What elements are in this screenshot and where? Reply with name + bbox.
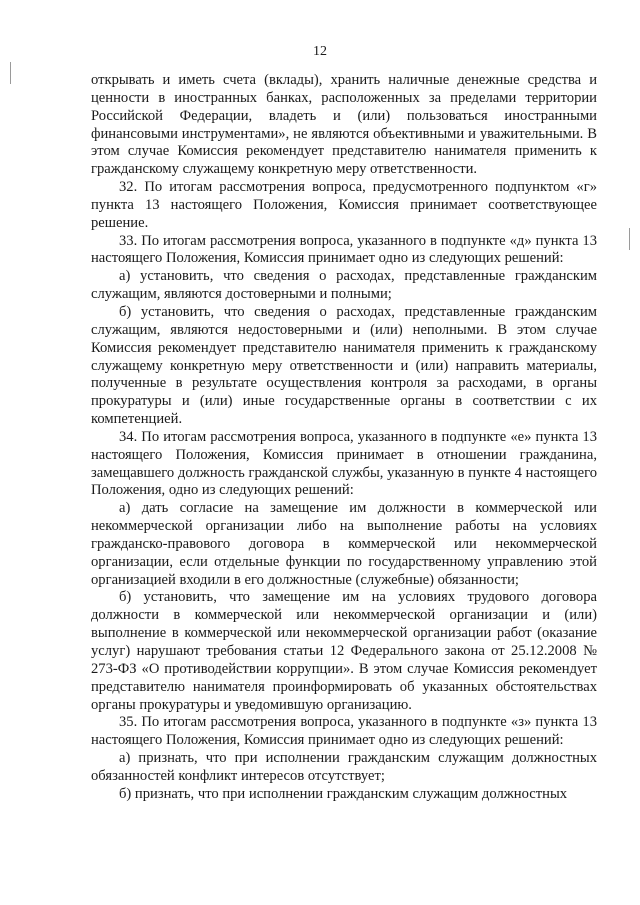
scan-mark-left xyxy=(10,62,11,84)
paragraph-35b: б) признать, что при исполнении гражданским служащим должностных xyxy=(119,785,568,802)
document-body xyxy=(91,72,597,804)
paragraph-34: 34. По итогам рассмотрения вопроса, указанного в подпункте «е» пункта 13 настоящего Положения, Комиссия принимает в отношении гражданина, замещавшего должность гражданской службы, указанную в пункте 4 настоящего Положения, одно из следующих решений: xyxy=(91,428,597,499)
paragraph-34a: а) дать согласие на замещение им должности в коммерческой или некоммерческой организации либо на выполнение работы на условиях гражданско-правового договора в коммерческой или некоммерческой организации, если отдельные функции по государственному управлению этой организацией входили в его должностные (служебные) обязанности; xyxy=(91,500,597,588)
paragraph-continued: открывать и иметь счета (вклады), хранить наличные денежные средства и ценности в иностранных банках, расположенных за пределами территории Российской Федерации, владеть и (или) пользоваться иностранными финансовыми инструментами», не являются объективными и уважительными. В этом случае Комиссия рекомендует представителю нанимателя применить к гражданскому служащему конкретную меру ответственности. xyxy=(91,72,597,178)
scan-mark-right xyxy=(629,228,630,250)
paragraph-32: 32. По итогам рассмотрения вопроса, предусмотренного подпунктом «г» пункта 13 настоящего Положения, Комиссия принимает соответствующее решение. xyxy=(91,179,597,231)
paragraph-33: 33. По итогам рассмотрения вопроса, указанного в подпункте «д» пункта 13 настоящего Положения, Комиссия принимает одно из следующих решений: xyxy=(91,232,597,267)
paragraph-34b: б) установить, что замещение им на условиях трудового договора должности в коммерческой или некоммерческой организации и (или) выполнение в коммерческой или некоммерческой организации работ (оказание услуг) нарушают требования статьи 12 Федерального закона от 25.12.2008 № 273-ФЗ «О противодействии коррупции». В этом случае Комиссия рекомендует представителю нанимателя проинформировать об указанных обстоятельствах органы прокуратуры и уведомившую организацию. xyxy=(91,589,597,713)
paragraph-33b: б) установить, что сведения о расходах, представленные гражданским служащим, являются недостоверными и (или) неполными. В этом случае Комиссия рекомендует представителю нанимателя применить к гражданскому служащему конкретную меру ответственности и (или) направить материалы, полученные в результате осуществления контроля за расходами, в органы прокуратуры и (или) иные государственные органы в соответствии с их компетенцией. xyxy=(91,303,597,428)
paragraph-35: 35. По итогам рассмотрения вопроса, указанного в подпункте «з» пункта 13 настоящего Положения, Комиссия принимает одно из следующих решений: xyxy=(91,714,597,749)
paragraph-35a: а) признать, что при исполнении гражданским служащим должностных обязанностей конфликт интересов отсутствует; xyxy=(91,750,597,784)
paragraph-33a: а) установить, что сведения о расходах, представленные гражданским служащим, являются достоверными и полными; xyxy=(91,268,597,303)
page-number: 12 xyxy=(313,44,327,59)
